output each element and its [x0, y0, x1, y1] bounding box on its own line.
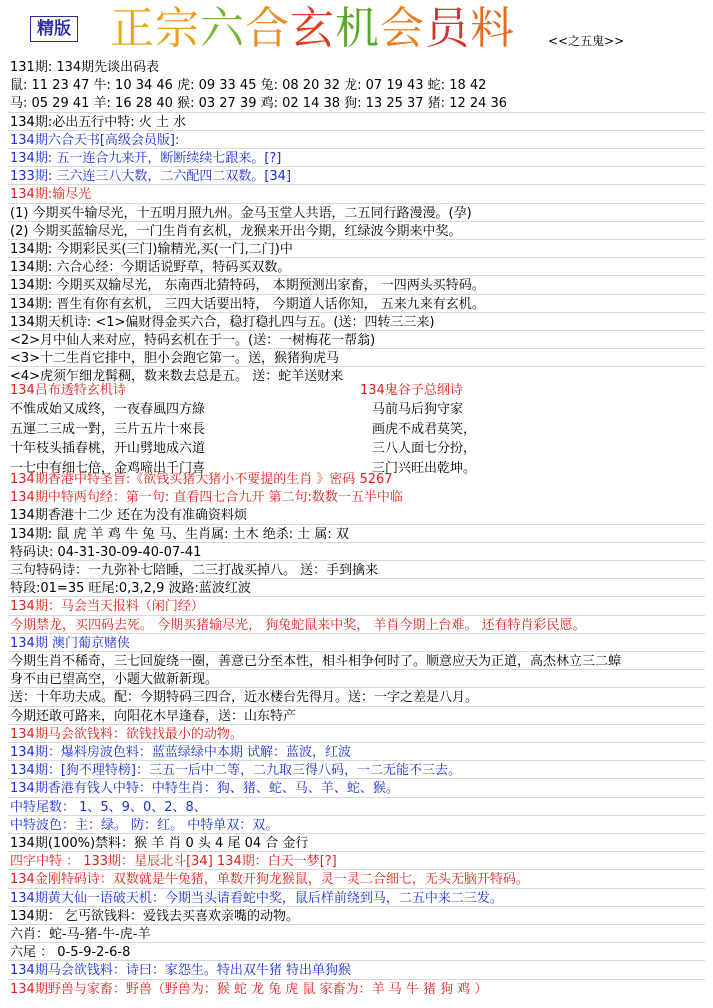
divider [8, 366, 705, 367]
divider [8, 633, 705, 634]
divider [8, 778, 705, 779]
divider [8, 130, 705, 131]
page-subtitle: <<之五鬼>> [548, 34, 625, 48]
poem-line: 十年枝头插春桃，开山劈地成六道 [10, 441, 206, 456]
bottom-line: 134期(100%)禁料：猴 羊 肖 0 头 4 尾 04 合 金行 [10, 836, 309, 851]
bottom-line: 特段:01=35 旺尾:0,3,2,9 波路:蓝波红波 [10, 581, 251, 597]
poem-line: 三门兴旺出乾坤。 [372, 460, 477, 476]
top-line: (2) 今期买蓝输尽光，一门生肖有玄机，龙猴来开出今期，红绿波今期来中奖。 [10, 223, 462, 239]
title-char: 员 [425, 3, 470, 54]
top-line: 134期:输尽光 [10, 187, 92, 203]
bottom-line: 中特尾数： 1、5、9、0、2、8、 [10, 799, 207, 815]
divider [8, 760, 705, 761]
bottom-line: 今期还敢可路来，向阳花木早逢春，送：山东特产 [10, 708, 297, 724]
poem-line: 五運二三成一對，三片五片十來長 [10, 421, 206, 437]
bottom-line: 三句特码诗：一九弥补七陪睡，二三打战买掉八。 送：手到擒来 [10, 563, 379, 578]
title-char: 会 [380, 3, 425, 54]
divider [8, 148, 705, 149]
bottom-line: 134期: 鼠 虎 羊 鸡 牛 兔 马、生肖属: 土木 绝杀: 土 属: 双 [10, 526, 349, 542]
top-line: 134期: 今期买双输尽光， 东南西北猜特码， 本期预测出家畜， 一四两头买特码。 [10, 278, 485, 294]
title-char: 料 [470, 3, 515, 54]
divider [8, 888, 705, 889]
bottom-line: 六尾 ： 0-5-9-2-6-8 [10, 945, 131, 961]
divider [8, 203, 705, 204]
divider [8, 724, 705, 725]
divider [8, 275, 705, 276]
bottom-line: 134期：[狗不理特榜]：三五一后中二等，二九取三得八码，一二无能不三去。 [10, 763, 461, 779]
divider [8, 348, 705, 349]
bottom-line: 六肖：蛇-马-猪-牛-虎-羊 [10, 927, 151, 942]
top-line: <3>十二生肖它排中，胆小会跑它第一。送，猴猪狗虎马 [10, 351, 340, 367]
divider [8, 669, 705, 670]
title-char: 六 [200, 3, 245, 54]
bottom-line: 134期马会欲钱料：诗曰：家怨生。特出双牛猪 特出单狗猴 [10, 963, 351, 979]
bottom-line: 134期： 乞丐欲钱料：爱钱去买喜欢亲嘴的动物。 [10, 908, 299, 924]
bottom-line: 中特波色：主：绿。 防：红。 中特单双：双。 [10, 817, 279, 833]
bottom-line: 134期 澳门葡京赌侠 [10, 635, 130, 651]
divider [8, 651, 705, 652]
top-line: 鼠: 11 23 47 牛: 10 34 46 虎: 09 33 45 兔: 08 20 32 龙: 07 19 43 蛇: 18 42 [10, 78, 487, 94]
bottom-line: 送：十年功夫成。配：今期特码三四合，近水楼台先得月。送：一字之差是八月。 [10, 690, 479, 706]
poem-line: 不惟成始又成终，一夜春風四方綠 [10, 402, 206, 417]
bottom-line: 134期野兽与家畜：野兽（野兽为：猴 蛇 龙 兔 虎 鼠 家畜为：羊 马 牛 猪 狗 鸡 ） [10, 981, 488, 997]
divider [8, 524, 705, 525]
divider [8, 815, 705, 816]
page-title [110, 2, 515, 56]
divider [8, 797, 705, 798]
title-char: 正 [110, 3, 155, 54]
top-line: (1) 今期买牛输尽光，十五明月照九州。金马玉堂人共语，二五同行路漫漫。(孕) [10, 205, 472, 221]
bottom-line: 四字中特 ： 133期：星辰北斗[34] 134期：白天一梦[?] [10, 854, 337, 870]
divider [8, 942, 705, 943]
bottom-line: 134期马会欲钱料：欲钱找最小的动物。 [10, 726, 243, 742]
poem-line: 画虎不成君莫笑， [372, 421, 477, 437]
divider [8, 851, 705, 852]
divider [8, 960, 705, 961]
divider [8, 979, 705, 980]
bottom-line: 134期：马会当天报料（闲门经） [10, 599, 204, 615]
bottom-line: 134期黄大仙一语破天机：今期当头请看蛇中奖，鼠后样前绕到马，二五中来二三发。 [10, 890, 503, 906]
poem-line: 马前马后狗守家 [372, 402, 464, 417]
divider [8, 833, 705, 834]
divider [8, 112, 705, 113]
top-line: 131期: 134期先谈出码表 [10, 60, 160, 75]
divider [8, 706, 705, 707]
top-line: 马: 05 29 41 羊: 16 28 40 猴: 03 27 39 鸡: 02 14 38 狗: 13 25 37 猪: 12 24 36 [10, 96, 508, 112]
divider [8, 184, 705, 185]
divider [8, 742, 705, 743]
title-char: 机 [335, 3, 380, 54]
top-line: <2>月中仙人来对应，特码玄机在于一。(送：一树梅花一帮翁) [10, 333, 376, 348]
bottom-line: 134期：爆料房波色料：蓝蓝绿绿中本期 试解：蓝波，红波 [10, 745, 351, 760]
bottom-line: 134期香港有钱人中特：中特生肖：狗、猪、蛇、马、羊、蛇、猴。 [10, 781, 399, 797]
divider [8, 869, 705, 870]
poem-line: 一七中有细七倍，金鸡啼出千门喜 [10, 460, 206, 476]
top-line: 134期: 今期彩民买(三门)输精光,买(一门,二门)中 [10, 242, 293, 257]
bottom-line: 今期生肖不稀奇，三七回旋绕一圈，善意已分至本性，相斗相争何时了。顺意应天为正道，高杰林立三二蟑 [10, 654, 622, 669]
top-line: 133期: 三六连三八大数，二六配四二双数。[34] [10, 169, 292, 185]
divider [8, 312, 705, 313]
title-char: 合 [245, 3, 290, 54]
poem-line: 三八人面七分扮， [372, 441, 477, 456]
divider [8, 906, 705, 907]
divider [8, 924, 705, 925]
title-char: 玄 [290, 3, 335, 54]
divider [8, 687, 705, 688]
divider [8, 578, 705, 579]
divider [8, 166, 705, 167]
title-char: 宗 [155, 3, 200, 54]
top-line: 134期: 六合心经：今期话说野草，特码买双数。 [10, 260, 291, 276]
divider [8, 560, 705, 561]
bottom-line: 134期中特两句经：第一句: 直看四七合九开 第二句:数数一五半中临 [10, 490, 403, 506]
top-line: 134期: 五一连合九来开，断断续续七跟来。[?] [10, 151, 282, 166]
bottom-line: 134期香港中特圣旨:《欲钱买猪大猪小不要提的生肖 》密码 5267 [10, 472, 393, 487]
divider [8, 239, 705, 240]
top-line: 134期天机诗: <1>偏财得金买六合，稳打稳扎四与五。(送：四转三三来) [10, 314, 435, 330]
bottom-line: 今期禁龙，买四码去死。 今期买猪输尽光， 狗兔蛇鼠来中奖， 羊肖今期上台难。 还有特肖彩民愿。 [10, 617, 586, 633]
bottom-line: 身不由已望高空，小题大做新新现。 [10, 672, 219, 688]
divider [8, 542, 705, 543]
bottom-line: 134金刚特码诗：双数就是牛兔猪，单数开狗龙猴鼠，灵一灵二合细七，无头无脑开特码。 [10, 872, 529, 888]
top-line: 134期六合天书[高级会员版]: [10, 132, 180, 148]
edition-badge: 精版 [30, 16, 78, 42]
divider [8, 257, 705, 258]
bottom-line: 特码诀: 04-31-30-09-40-07-41 [10, 544, 202, 560]
divider [8, 615, 705, 616]
divider [8, 330, 705, 331]
right-poem-title: 134鬼谷子总纲诗 [360, 383, 463, 398]
divider [8, 294, 705, 295]
bottom-line: 134期香港十二少 还在为没有准确资料烦 [10, 508, 247, 524]
top-line: 134期:必出五行中特: 火 土 水 [10, 114, 186, 130]
left-poem-title: 134吕布透特玄机诗 [10, 383, 126, 398]
top-line: <4>虎须乍细龙髯稠，数来数去总是五。 送：蛇羊送财来 [10, 369, 344, 385]
divider [8, 221, 705, 222]
top-line: 134期: 晋生有你有玄机， 三四大话要出特， 今期道人话你知， 五来九来有玄机。 [10, 296, 485, 312]
divider [8, 596, 705, 597]
